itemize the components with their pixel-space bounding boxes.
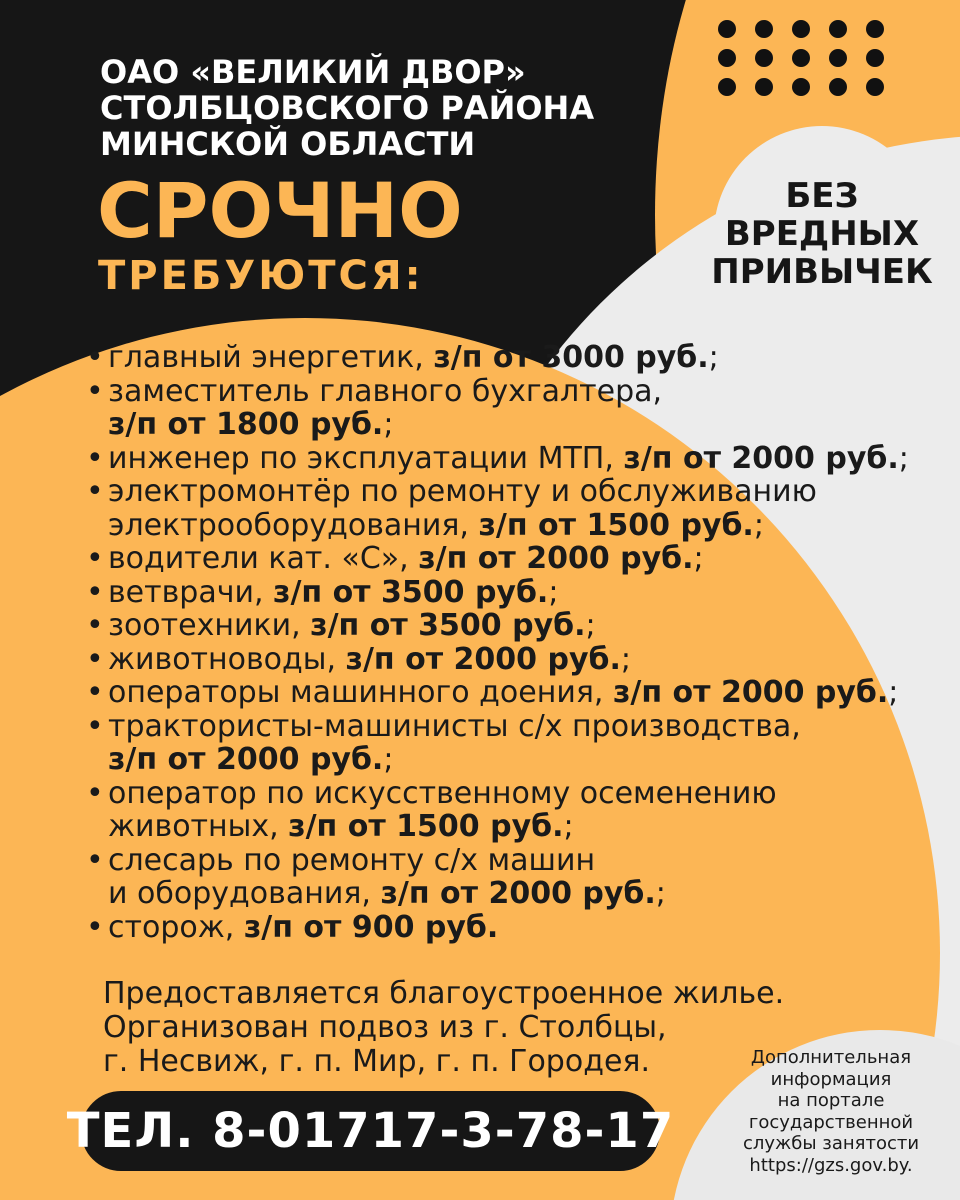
salary: з/п от 3500 руб. <box>273 574 549 610</box>
info-link: https://gzs.gov.by. <box>749 1154 913 1176</box>
info-note <box>722 1047 940 1176</box>
info-line: Дополнительная <box>750 1047 912 1068</box>
required-heading: ТРЕБУЮТСЯ: <box>98 253 424 299</box>
vacancy-title: животноводы, <box>108 641 346 677</box>
vacancy-line <box>108 442 909 476</box>
vacancy-line <box>108 743 909 777</box>
vacancy-line <box>108 643 909 677</box>
vacancy-title: главный энергетик, <box>108 340 434 375</box>
company-line: ОАО «ВЕЛИКИЙ ДВОР» <box>100 53 526 91</box>
vacancy-item <box>86 475 909 542</box>
vacancy-title: инженер по эксплуатации МТП, <box>108 440 624 476</box>
vacancy-item <box>86 777 909 844</box>
phone-pill <box>66 1091 675 1171</box>
vacancy-line <box>108 542 909 576</box>
salary: з/п от 3500 руб. <box>310 608 586 643</box>
decor-dot <box>829 78 847 96</box>
company-line: МИНСКОЙ ОБЛАСТИ <box>100 125 476 163</box>
vacancy-item <box>86 844 909 911</box>
vacancy-line <box>108 408 909 442</box>
vacancy-line <box>108 676 909 710</box>
vacancy-title-cont: электрооборудования, <box>108 507 479 543</box>
vacancy-list <box>86 341 909 944</box>
vacancy-line <box>108 576 909 610</box>
vacancy-item <box>86 442 909 476</box>
vacancy-line <box>108 375 909 409</box>
benefits-line: г. Несвиж, г. п. Мир, г. п. Городея. <box>103 1044 650 1079</box>
punct: ; <box>548 574 559 610</box>
decor-dot <box>755 78 773 96</box>
no-bad-habits-badge <box>711 126 933 342</box>
vacancy-title: ветврачи, <box>108 574 274 610</box>
urgent-heading: СРОЧНО <box>97 166 463 255</box>
salary: з/п от 2000 руб. <box>108 742 384 777</box>
benefits-line: Предоставляется благоустроенное жилье. <box>103 976 785 1011</box>
salary: з/п от 2000 руб. <box>418 541 694 576</box>
vacancy-title-cont: и оборудования, <box>108 876 381 911</box>
punct: ; <box>585 608 596 643</box>
punct: ; <box>898 440 909 476</box>
punct: ; <box>708 340 719 375</box>
vacancy-item <box>86 643 909 677</box>
vacancy-title: заместитель главного бухгалтера, <box>108 373 663 409</box>
info-line: на портале <box>777 1090 885 1111</box>
punct: ; <box>753 507 764 543</box>
decor-dot <box>866 78 884 96</box>
decor-dot <box>718 49 736 67</box>
vacancy-title: операторы машинного доения, <box>108 675 613 710</box>
vacancy-line <box>108 609 909 643</box>
salary: з/п от 1500 руб. <box>478 507 754 543</box>
company-name <box>100 54 594 162</box>
vacancy-item <box>86 676 909 710</box>
phone-number: ТЕЛ. 8-01717-3-78-17 <box>66 1103 675 1159</box>
punct: ; <box>383 742 394 777</box>
vacancy-line <box>108 877 909 911</box>
vacancy-item <box>86 341 909 375</box>
decor-dot <box>792 20 810 38</box>
salary: з/п от 2000 руб. <box>612 675 889 710</box>
vacancy-line <box>108 509 909 543</box>
salary: з/п от 3000 руб. <box>433 340 709 375</box>
vacancy-title: сторож, <box>108 909 244 945</box>
badge-line: ВРЕДНЫХ <box>724 214 920 254</box>
punct: ; <box>693 541 704 576</box>
salary: з/п от 1500 руб. <box>288 809 564 844</box>
vacancy-line <box>108 777 909 811</box>
benefits-line: Организован подвоз из г. Столбцы, <box>103 1010 667 1045</box>
vacancy-title: водители кат. «С», <box>108 541 419 576</box>
vacancy-item <box>86 576 909 610</box>
punct: ; <box>383 407 394 442</box>
vacancy-line <box>108 844 909 878</box>
badge-line: БЕЗ <box>785 176 859 216</box>
badge-line: ПРИВЫЧЕК <box>711 252 933 292</box>
vacancy-item <box>86 609 909 643</box>
salary: з/п от 2000 руб. <box>345 641 621 677</box>
vacancy-line <box>108 911 909 945</box>
badge-text <box>711 177 932 291</box>
punct: ; <box>620 641 631 677</box>
benefits-text <box>103 977 784 1079</box>
vacancy-line <box>108 810 909 844</box>
decor-dot <box>829 20 847 38</box>
punct: ; <box>655 876 666 911</box>
decor-dot <box>792 78 810 96</box>
vacancy-item <box>86 911 909 945</box>
decor-dot <box>866 20 884 38</box>
decor-dot <box>755 20 773 38</box>
decor-dot <box>755 49 773 67</box>
salary: з/п от 2000 руб. <box>380 876 656 911</box>
decor-dot <box>718 20 736 38</box>
info-line: государственной <box>748 1111 914 1133</box>
vacancy-title-cont: животных, <box>108 809 289 844</box>
vacancy-title: зоотехники, <box>108 608 311 643</box>
decor-dot <box>829 49 847 67</box>
vacancy-line <box>108 475 909 509</box>
salary: з/п от 900 руб. <box>243 909 499 945</box>
info-line: службы занятости <box>742 1133 920 1154</box>
info-line: информация <box>770 1068 892 1090</box>
vacancy-title: электромонтёр по ремонту и обслуживанию <box>108 474 817 509</box>
decor-dot <box>718 78 736 96</box>
salary: з/п от 1800 руб. <box>108 407 384 442</box>
decor-dot <box>792 49 810 67</box>
decor-dot <box>866 49 884 67</box>
vacancy-title: оператор по искусственному осеменению <box>108 775 777 811</box>
company-line: СТОЛБЦОВСКОГО РАЙОНА <box>100 89 595 127</box>
decor-dot-grid <box>718 20 884 96</box>
vacancy-title: трактористы-машинисты с/х производства, <box>108 708 801 744</box>
punct: ; <box>888 675 899 710</box>
salary: з/п от 2000 руб. <box>623 440 899 476</box>
vacancy-item <box>86 375 909 442</box>
punct: ; <box>563 809 574 844</box>
vacancy-item <box>86 710 909 777</box>
vacancy-title: слесарь по ремонту с/х машин <box>108 842 596 878</box>
vacancy-line <box>108 341 909 375</box>
vacancy-line <box>108 710 909 744</box>
vacancy-item <box>86 542 909 576</box>
